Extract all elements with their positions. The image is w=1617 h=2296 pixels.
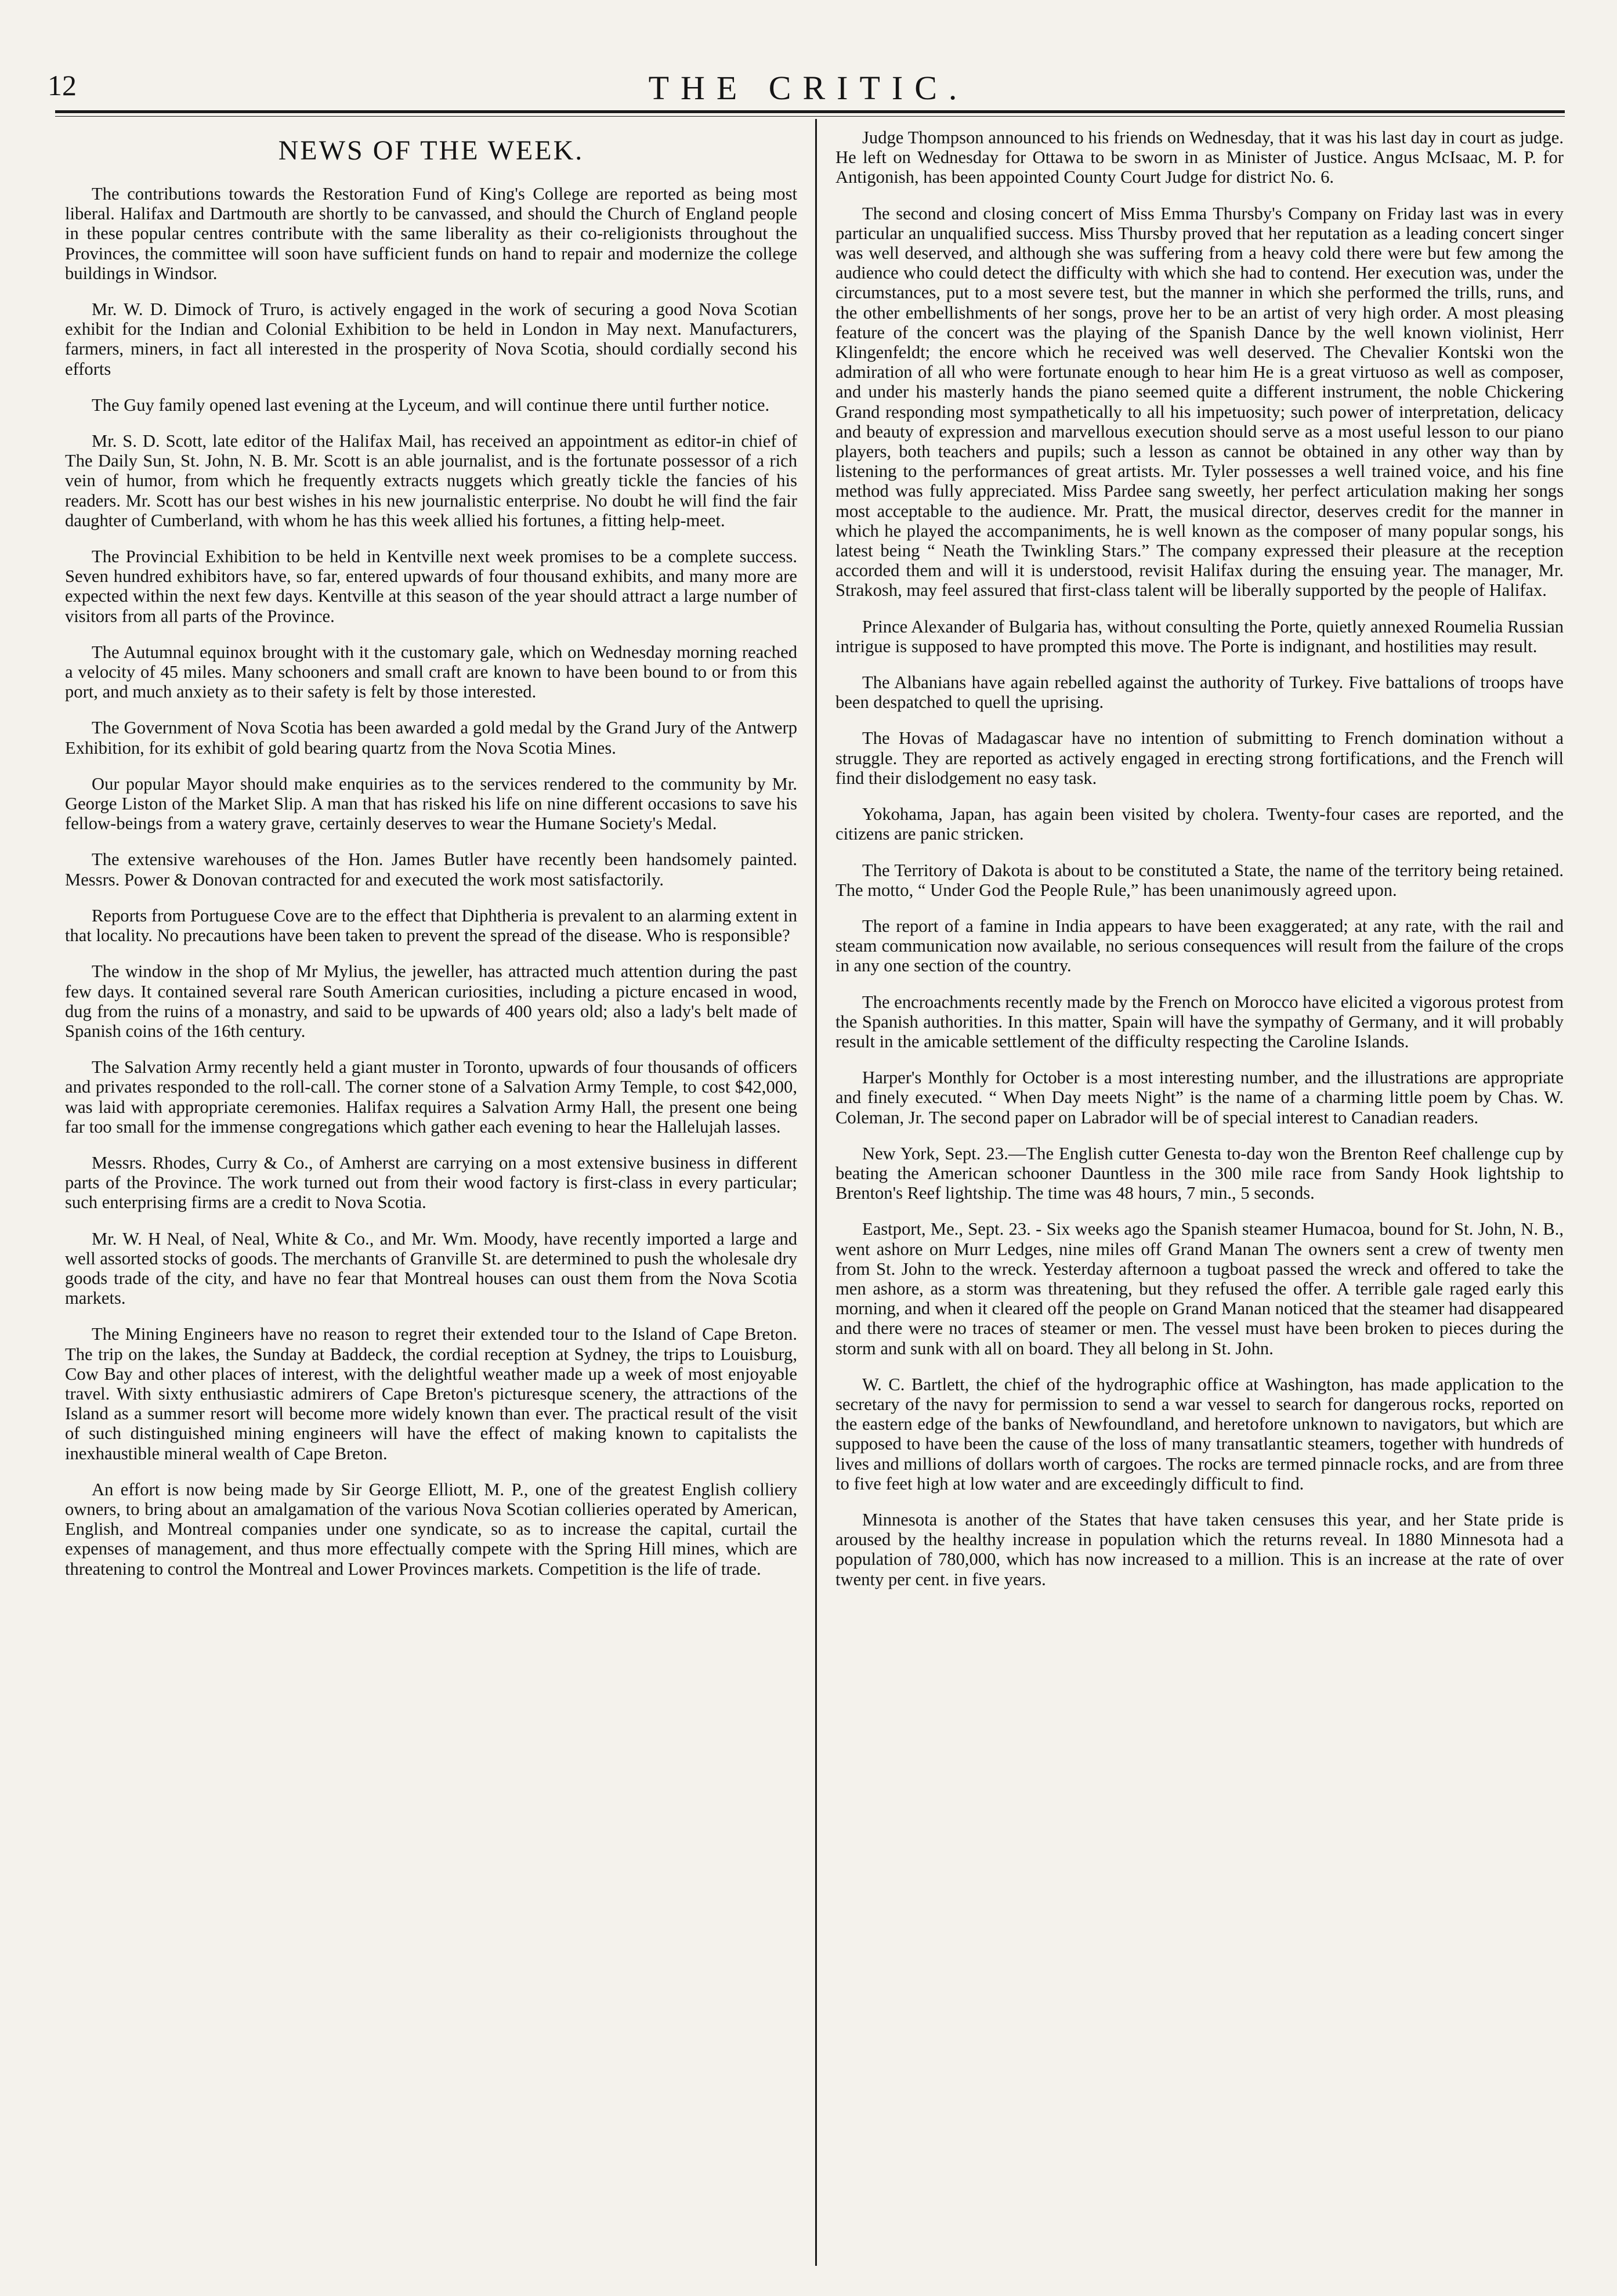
page-number: 12 xyxy=(48,69,77,102)
header-rule-thin xyxy=(55,116,1565,117)
article-paragraph: The report of a famine in India appears to have been exaggerated; at any rate, with the rail and steam communication now available, no serious consequences will result from the failure of the crops in any one section of the country. xyxy=(835,916,1564,976)
column-divider xyxy=(815,119,817,2266)
article-paragraph: Prince Alexander of Bulgaria has, without consulting the Porte, quietly annexed Roumelia Russian intrigue is supposed to have prompted this move. The Porte is indignant, and hostilities may result. xyxy=(835,616,1564,656)
article-paragraph: The Provincial Exhibition to be held in Kentville next week promises to be a complete success. Seven hundred exhibitors have, so far, entered upwards of four thousand exhibits, and many more are expected within the next few days. Kentville at this season of the year should attract a large number of visitors from all parts of the Province. xyxy=(65,547,797,626)
article-paragraph: The encroachments recently made by the French on Morocco have elicited a vigorous protest from the Spanish authorities. In this matter, Spain will have the sympathy of Germany, and it will probably result in the amicable settlement of the difficulty respecting the Caroline Islands. xyxy=(835,992,1564,1051)
left-column xyxy=(65,128,797,2273)
article-paragraph: Mr. W. D. Dimock of Truro, is actively engaged in the work of securing a good Nova Scotian exhibit for the Indian and Colonial Exhibition to be held in London in May next. Manufacturers, farmers, miners, in fact all interested in the prosperity of Nova Scotia, should cordially second his efforts xyxy=(65,299,797,379)
article-paragraph: The extensive warehouses of the Hon. James Butler have recently been handsomely painted. Messrs. Power & Donovan contracted for and executed the work most satisfactorily. xyxy=(65,849,797,890)
article-paragraph: The Hovas of Madagascar have no intention of submitting to French domination without a struggle. They are reported as actively engaged in erecting strong fortifications, and the French will find their dislodgement no easy task. xyxy=(835,728,1564,788)
article-paragraph: New York, Sept. 23.—The English cutter Genesta to-day won the Brenton Reef challenge cup by beating the American schooner Dauntless in the 300 mile race from Sandy Hook lightship to Brenton's Reef lightship. The time was 48 hours, 7 min., 5 seconds. xyxy=(835,1143,1564,1203)
article-paragraph: The second and closing concert of Miss Emma Thursby's Company on Friday last was in every particular an unqualified success. Miss Thursby proved that her reputation as a leading concert singer was well deserved, and although she was suffering from a heavy cold there were but few among the audience who could detect the difficulty with which she had to contend. Her execution was, under the circumstances, put to a most severe test, but the manner in which she performed the trills, runs, and the other embellishments of her songs, prove her to be an artist of very high order. A most pleasing feature of the concert was the playing of the Spanish Dance by the well known violinist, Herr Klingenfeldt; the encore which he received was well deserved. The Chevalier Kontski won the admiration of all who were fortunate enough to hear him He is a great virtuoso as well as composer, and under his masterly hands the piano seemed quite a different instrument, the noble Chickering Grand responding most sympathetically to all his impetuosity; such power of interpretation, delicacy and beauty of expression and marvellous execution should serve as a most useful lesson to our piano players, both teachers and pupils; such a lesson as cannot be obtained in any other way than by listening to the performances of great artists. Mr. Tyler possesses a well trained voice, and his fine method was fully appreciated. Miss Pardee sang sweetly, her perfect articulation making her songs most acceptable to the audience. Mr. Pratt, the musical director, deserves credit for the manner in which he played the accompaniments, he is well known as the composer of many popular songs, his latest being “ Neath the Twinkling Stars.” The company expressed their pleasure at the reception accorded them and will it is understood, revisit Halifax during the ensuing year. The manager, Mr. Strakosh, may feel assured that first-class talent will be liberally supported by the people of Halifax. xyxy=(835,203,1564,601)
article-paragraph: Our popular Mayor should make enquiries as to the services rendered to the community by Mr. George Liston of the Market Slip. A man that has risked his life on nine different occasions to save his fellow-beings from a watery grave, certainly deserves to wear the Humane Society's Medal. xyxy=(65,773,797,834)
page-header xyxy=(41,68,1576,115)
article-paragraph: Judge Thompson announced to his friends on Wednesday, that it was his last day in court as judge. He left on Wednesday for Ottawa to be sworn in as Minister of Justice. Angus McIsaac, M. P. for Antigonish, has been appointed County Court Judge for district No. 6. xyxy=(835,128,1564,187)
article-paragraph: The window in the shop of Mr Mylius, the jeweller, has attracted much attention during the past few days. It contained several rare South American curiosities, including a picture encased in wood, dug from the ruins of a monastry, and said to be upwards of 400 years old; also a lady's belt made of Spanish coins of the 16th century. xyxy=(65,961,797,1041)
section-title: NEWS OF THE WEEK. xyxy=(278,135,584,166)
article-paragraph: The Salvation Army recently held a giant muster in Toronto, upwards of four thousands of officers and privates responded to the roll-call. The corner stone of a Salvation Army Temple, to cost $42,000, was laid with appropriate ceremonies. Halifax requires a Salvation Army Hall, the present one being far too small for the immense congregations which gather each evening to hear the Hallelujah lasses. xyxy=(65,1057,797,1137)
article-paragraph: The Autumnal equinox brought with it the customary gale, which on Wednesday morning reached a velocity of 45 miles. Many schooners and small craft are known to have been bound to or from this port, and much anxiety as to their safety is felt by those interested. xyxy=(65,642,797,702)
article-paragraph: Yokohama, Japan, has again been visited by cholera. Twenty-four cases are reported, and the citizens are panic stricken. xyxy=(835,804,1564,844)
article-paragraph: The contributions towards the Restoration Fund of King's College are reported as being most liberal. Halifax and Dartmouth are shortly to be canvassed, and should the Church of England people in these popular centres contribute with the same liberality as their co-religionists throughout the Provinces, the committee will soon have sufficient funds on hand to repair and modernize the college buildings in Windsor. xyxy=(65,184,797,283)
article-paragraph: The Albanians have again rebelled against the authority of Turkey. Five battalions of troops have been despatched to quell the uprising. xyxy=(835,672,1564,713)
article-paragraph: Harper's Monthly for October is a most interesting number, and the illustrations are appropriate and finely executed. “ When Day meets Night” is the name of a charming little poem by Chas. W. Coleman, Jr. The second paper on Labrador will be of special interest to Canadian readers. xyxy=(835,1068,1564,1127)
article-paragraph: Reports from Portuguese Cove are to the effect that Diphtheria is prevalent to an alarming extent in that locality. No precautions have been taken to prevent the spread of the disease. Who is responsible? xyxy=(65,905,797,946)
article-paragraph: Eastport, Me., Sept. 23. - Six weeks ago the Spanish steamer Humacoa, bound for St. John, N. B., went ashore on Murr Ledges, nine miles off Grand Manan The owners sent a crew of twenty men from St. John to the wreck. Yesterday afternoon a tugboat passed the wreck and offered to take the men ashore, as a storm was threatening, but they refused the offer. A terrible gale raged early this morning, and when it cleared off the people on Grand Manan noticed that the steamer had disappeared and there were no traces of steamer or men. The vessel must have been broken to pieces during the storm and sunk with all on board. They all belong in St. John. xyxy=(835,1219,1564,1358)
publication-title: THE CRITIC. xyxy=(648,69,969,107)
article-paragraph: The Government of Nova Scotia has been awarded a gold medal by the Grand Jury of the Antwerp Exhibition, for its exhibit of gold bearing quartz from the Nova Scotia Mines. xyxy=(65,718,797,758)
article-paragraph: The Guy family opened last evening at the Lyceum, and will continue there until further notice. xyxy=(92,395,770,415)
article-paragraph: The Territory of Dakota is about to be constituted a State, the name of the territory being retained. The motto, “ Under God the People Rule,” has been unanimously agreed upon. xyxy=(835,860,1564,900)
article-paragraph: The Mining Engineers have no reason to regret their extended tour to the Island of Cape Breton. The trip on the lakes, the Sunday at Baddeck, the cordial reception at Sydney, the trips to Louisburg, Cow Bay and other places of interest, with the delightful weather made up a week of most enjoyable travel. With sixty enthusiastic admirers of Cape Breton's picturesque scenery, the attractions of the Island as a summer resort will become more widely known than ever. The practical result of the visit of such distinguished mining engineers will have the effect of making known to capitalists the inexhaustible mineral wealth of Cape Breton. xyxy=(65,1324,797,1463)
right-column xyxy=(835,128,1564,2273)
header-rule xyxy=(55,110,1565,113)
article-paragraph: Messrs. Rhodes, Curry & Co., of Amherst are carrying on a most extensive business in different parts of the Province. The work turned out from their wood factory is first-class in every particular; such enterprising firms are a credit to Nova Scotia. xyxy=(65,1152,797,1213)
article-paragraph: Mr. S. D. Scott, late editor of the Halifax Mail, has received an appointment as editor-in chief of The Daily Sun, St. John, N. B. Mr. Scott is an able journalist, and is the fortunate possessor of a rich vein of humor, from which he frequently extracts nuggets which greatly tickle the fancies of his readers. Mr. Scott has our best wishes in his new journalistic enterprise. No doubt he will find the fair daughter of Cumberland, with whom he has this week allied his fortunes, a fitting help-meet. xyxy=(65,431,797,530)
article-paragraph: W. C. Bartlett, the chief of the hydrographic office at Washington, has made application to the secretary of the navy for permission to send a war vessel to search for dangerous rocks, reported on the eastern edge of the banks of Newfoundland, and heretofore unknown to navigators, but which are supposed to have been the cause of the loss of many transatlantic steamers, together with hundreds of lives and millions of dollars worth of cargoes. The rocks are termed pinnacle rocks, and are from three to five feet high at low water and are exceedingly difficult to find. xyxy=(835,1374,1564,1494)
article-paragraph: An effort is now being made by Sir George Elliott, M. P., one of the greatest English colliery owners, to bring about an amalgamation of the various Nova Scotian collieries operated by American, English, and Montreal companies under one syndicate, so as to increase the capital, curtail the expenses of management, and thus more effectually compete with the Spring Hill mines, which are threatening to control the Montreal and Lower Provinces markets. Competition is the life of trade. xyxy=(65,1479,797,1579)
article-paragraph: Minnesota is another of the States that have taken censuses this year, and her State pride is aroused by the healthy increase in population which the returns reveal. In 1880 Minnesota had a population of 780,000, which has now increased to a million. This is an increase at the rate of over twenty per cent. in five years. xyxy=(835,1509,1564,1589)
article-paragraph: Mr. W. H Neal, of Neal, White & Co., and Mr. Wm. Moody, have recently imported a large and well assorted stocks of goods. The merchants of Granville St. are determined to push the wholesale dry goods trade of the city, and have no fear that Montreal houses can oust them from the Nova Scotia markets. xyxy=(65,1228,797,1308)
